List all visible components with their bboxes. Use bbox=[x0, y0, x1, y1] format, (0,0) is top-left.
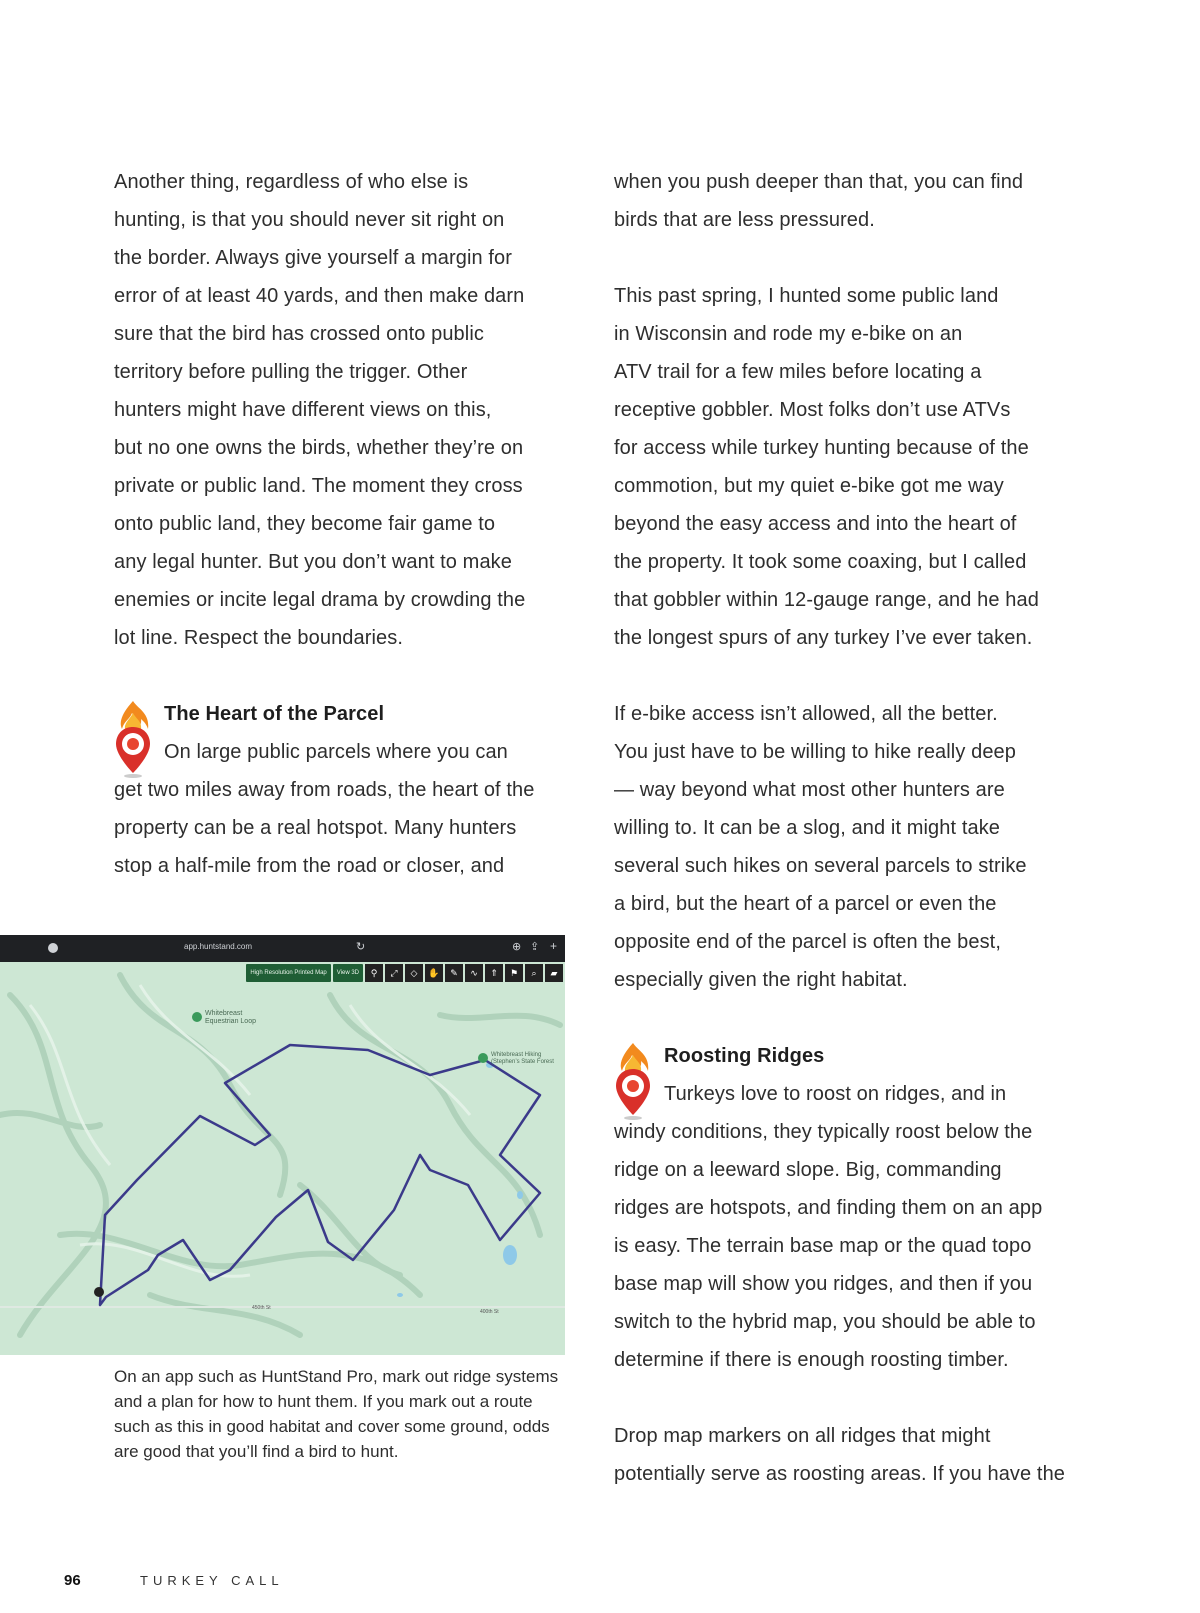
paragraph-line: ridge on a leeward slope. Big, commanding bbox=[614, 1159, 1002, 1181]
paragraph-line: is easy. The terrain base map or the quad topo bbox=[614, 1235, 1032, 1257]
paragraph-line: base map will show you ridges, and then if you bbox=[614, 1273, 1033, 1295]
browser-address-bar bbox=[0, 935, 565, 962]
flame-pin-icon bbox=[110, 699, 156, 779]
section-roosting-ridges bbox=[614, 1037, 1084, 1379]
section-title: The Heart of the Parcel bbox=[164, 703, 385, 725]
map-screenshot bbox=[0, 935, 565, 1355]
section-heart-of-parcel bbox=[114, 695, 569, 885]
paragraph: Another thing, regardless of who else is hunting, is that you should never sit right on the border. Always give yourself a margin for error of at least 40 yards, and then make darn sure that the bird has crossed onto public territory before pulling the trigger. Other hunters might have different views on this, but no one owns the birds, whether they’re on private or public land. The moment they cross onto public land, they become fair game to any legal hunter. But you don’t want to make enemies or incite legal drama by crowding the lot line. Respect the boundaries. bbox=[114, 171, 526, 649]
flag-icon[interactable]: ⚑ bbox=[505, 964, 523, 982]
share-icon[interactable]: ⇪ bbox=[530, 941, 540, 953]
paragraph: This past spring, I hunted some public land in Wisconsin and rode my e-bike on an ATV trail for a few miles before locating a receptive gobbler. Most folks don’t use ATVs for access while turkey hunting because of the commotion, but my quiet e-bike got me way beyond the easy access and into the heart of the property. It took some coaxing, but I called that gobbler within 12-gauge range, and he had the longest spurs of any turkey I’ve ever taken. bbox=[614, 285, 1039, 649]
search-icon[interactable]: ⌕ bbox=[525, 964, 543, 982]
paragraph-line: ridges are hotspots, and finding them on an app bbox=[614, 1197, 1043, 1219]
paragraph: Drop map markers on all ridges that might potentially serve as roosting areas. If you have the bbox=[614, 1425, 1066, 1485]
trail-marker-icon bbox=[192, 1012, 202, 1022]
paragraph-line: property can be a real hotspot. Many hunters bbox=[114, 817, 517, 839]
printed-map-button[interactable]: High Resolution Printed Map bbox=[246, 964, 330, 982]
view-3d-button[interactable]: View 3D bbox=[333, 964, 363, 982]
left-column bbox=[114, 163, 569, 885]
reload-icon[interactable]: ↻ bbox=[356, 941, 366, 953]
map-label-equestrian: Whitebreast Equestrian Loop bbox=[205, 1010, 256, 1025]
terrain-map bbox=[0, 935, 565, 1355]
paragraph-line: get two miles away from roads, the heart of the bbox=[114, 779, 535, 801]
polygon-icon[interactable]: ◇ bbox=[405, 964, 423, 982]
map-label-hiking: Whitebreast Hiking (Stephen’s State Forest bbox=[491, 1052, 554, 1065]
route-start-marker bbox=[94, 1287, 104, 1297]
layers-icon[interactable]: ▰ bbox=[545, 964, 563, 982]
right-column bbox=[614, 163, 1084, 1493]
paragraph-line: determine if there is enough roosting timber. bbox=[614, 1349, 1009, 1371]
road-label: 400th St bbox=[480, 1309, 499, 1315]
pin-icon[interactable]: ⚲ bbox=[365, 964, 383, 982]
paragraph-line: On large public parcels where you can bbox=[164, 741, 508, 763]
map-toolbar bbox=[246, 964, 563, 982]
road-label: 450th St bbox=[252, 1305, 271, 1311]
expand-icon[interactable]: ⤢ bbox=[385, 964, 403, 982]
path-icon[interactable]: ∿ bbox=[465, 964, 483, 982]
page-number: 96 bbox=[64, 1572, 81, 1589]
browser-menu-icon[interactable] bbox=[48, 943, 58, 953]
figure-caption: On an app such as HuntStand Pro, mark out ridge systems and a plan for how to hunt them. If you mark out a route such as this in good habitat and cover some ground, odds are good that you’ll find a bird to hunt. bbox=[114, 1367, 559, 1461]
flame-pin-icon bbox=[610, 1041, 656, 1121]
section-title: Roosting Ridges bbox=[664, 1045, 825, 1067]
download-icon[interactable]: ⊕ bbox=[512, 941, 522, 953]
new-tab-icon[interactable]: + bbox=[550, 939, 558, 953]
paragraph-line: switch to the hybrid map, you should be able to bbox=[614, 1311, 1036, 1333]
paragraph-line: windy conditions, they typically roost below the bbox=[614, 1121, 1033, 1143]
url-text[interactable]: app.huntstand.com bbox=[184, 942, 253, 951]
pencil-icon[interactable]: ✎ bbox=[445, 964, 463, 982]
hand-icon[interactable]: ✋ bbox=[425, 964, 443, 982]
paragraph: when you push deeper than that, you can find birds that are less pressured. bbox=[614, 171, 1024, 231]
north-icon[interactable]: ⇑ bbox=[485, 964, 503, 982]
paragraph: If e-bike access isn’t allowed, all the better. You just have to be willing to hike really deep — way beyond what most other hunters are willing to. It can be a slog, and it might take several such hikes on several parcels to strike a bird, but the heart of a parcel or even the opposite end of the parcel is often the best, especially given the right habitat. bbox=[614, 703, 1027, 991]
paragraph-line: stop a half-mile from the road or closer, and bbox=[114, 855, 505, 877]
magazine-name: TURKEY CALL bbox=[140, 1573, 284, 1588]
trail-marker-icon bbox=[478, 1053, 488, 1063]
paragraph-line: Turkeys love to roost on ridges, and in bbox=[664, 1083, 1007, 1105]
